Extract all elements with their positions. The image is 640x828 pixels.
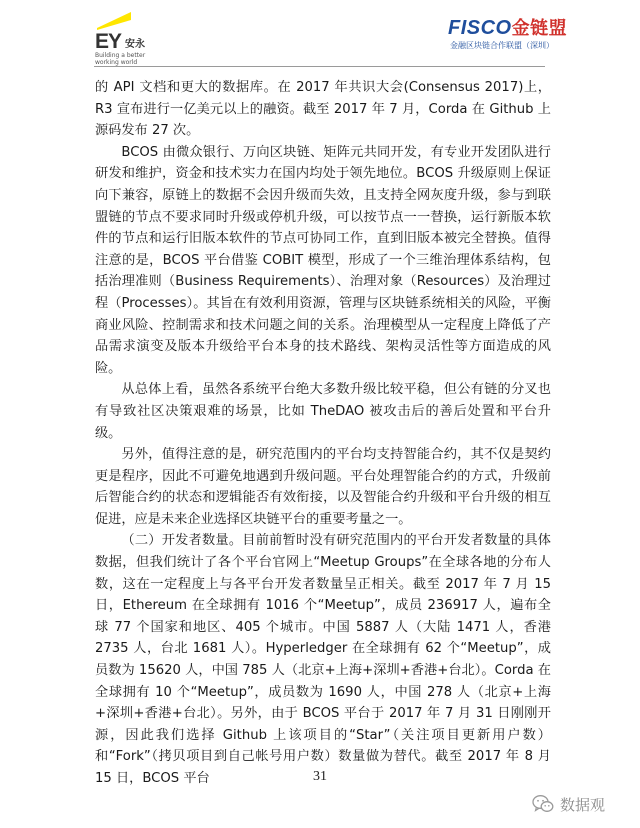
ey-logo-chinese: 安永 [125,39,145,50]
fisco-chinese: 金链盟 [511,18,568,39]
page-header [0,0,640,70]
fisco-latin: FISCO [448,17,512,39]
ey-logo-letters: EY [95,30,122,53]
ey-logo [95,8,175,66]
paragraph: （二）开发者数量。目前前暂时没有研究范围内的平台开发者数量的具体数据，但我们统计了各个平台官网上“Meetup Groups”在全球各地的分布人数，这在一定程度上与各平台开发者数量呈正相关。截至 2017 年 7 月 15 日，Ethereum 在全球拥有 1016 个“Meetup”，成员 236917 人，遍布全球 77 个国家和地区、405 个城市。中国 5887 人（大陆 1471 人，香港 2735 人，台北 1681 人）。Hyperledger 在全球拥有 62 个“Meetup”，成员数为 15620 人，中国 785 人（北京+上海+深圳+香港+台北）。Corda 在全球拥有 10 个“Meetup”，成员数为 1690 人，中国 278 人（北京+上海+深圳+香港+台北）。另外，由于 BCOS 平台于 2017 年 7 月 31 日刚刚开源，因此我们选择 Github 上该项目的“Star”（关注项目更新用户数）和“Fork”（拷贝项目到自己帐号用户数）数量做为替代。截至 2017 年 8 月 15 日，BCOS 平台 [95,533,551,786]
fisco-logo [448,14,608,64]
watermark [532,792,605,816]
watermark-text: 数据观 [560,795,606,814]
paragraph: 的 API 文档和更大的数据库。在 2017 年共识大会(Consensus 2017)上，R3 宣布进行一亿美元以上的融资。截至 2017 年 7 月，Corda 在 Github 上源码发布 27 次。 [95,80,551,139]
header-divider [94,66,545,67]
fisco-logo-name [448,14,567,40]
paragraph: BCOS 由微众银行、万向区块链、矩阵元共同开发，有专业开发团队进行研发和维护，资金和技术实力在国内均处于领先地位。BCOS 升级原则上保证向下兼容，原链上的数据不会因升级而失效，且支持全网灰度升级，参与到联盟链的节点不要求同时升级或停机升级，可以按节点一一替换，运行新版本软件的节点和运行旧版本软件的节点可协同工作，直到旧版本被完全替换。值得注意的是，BCOS 平台借鉴 COBIT 模型，形成了一个三维治理体系结构，包括治理准则（Business Requirements）、治理对象（Resources）及治理过程（Processes）。其旨在有效利用资源，管理与区块链系统相关的风险，平衡商业风险、控制需求和技术问题之间的关系。治理模型从一定程度上降低了产品需求演变及版本升级给平台本身的技术路线、架构灵活性等方面造成的风险。 [95,144,551,376]
body-text [95,77,551,790]
fisco-subtitle: 金融区块链合作联盟（深圳） [450,41,554,50]
paragraph: 另外，值得注意的是，研究范围内的平台均支持智能合约，其不仅是契约更是程序，因此不可避免地遇到升级问题。平台处理智能合约的方式，升级前后智能合约的状态和逻辑能否有效衔接，以及智能合约升级和平台升级的相互促进，应是未来企业选择区块链平台的重要考量之一。 [95,447,551,527]
ey-tagline: Building a better working world [95,52,146,66]
ey-beam-icon [95,8,135,30]
paragraph: 从总体上看，虽然各系统平台绝大多数升级比较平稳，但公有链的分叉也有导致社区决策艰难的场景，比如 TheDAO 被攻击后的善后处置和平台升级。 [95,382,551,441]
wechat-icon [532,794,554,814]
page-number: 31 [313,769,327,784]
